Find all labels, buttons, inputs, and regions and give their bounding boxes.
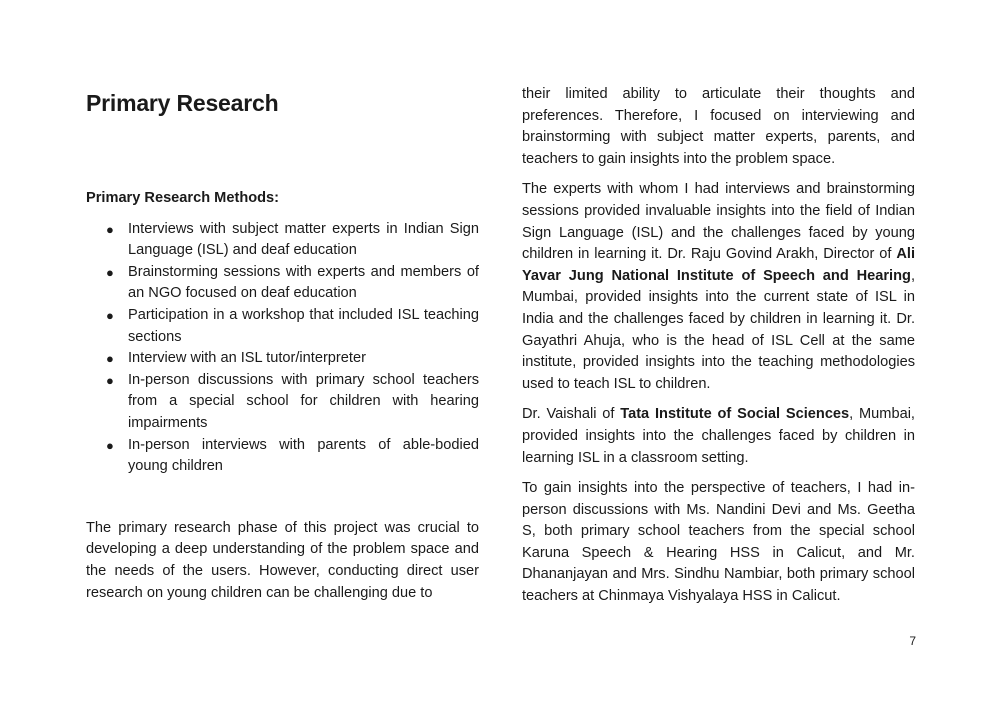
paragraph-text: Dr. Vaishali of — [522, 406, 621, 423]
right-column — [522, 84, 915, 617]
intro-paragraph: The primary research phase of this project was crucial to developing a deep understanding of the problem space and the needs of the users. However, conducting direct user research on young children can be challenging due to — [86, 519, 479, 601]
bullet-icon: ● — [106, 351, 114, 367]
bullet-icon: ● — [106, 307, 114, 323]
list-item-text: Brainstorming sessions with experts and members of an NGO focused on deaf education — [128, 263, 479, 302]
paragraph-continuation: their limited ability to articulate their thoughts and preferences. Therefore, I focused on interviewing and brainstorming with subject matter experts, parents, and teachers to gain insights into the problem space. — [522, 86, 915, 167]
list-item — [86, 219, 479, 262]
list-item — [86, 305, 479, 348]
bullet-icon: ● — [106, 221, 114, 237]
institute-name-bold: Tata Institute of Social Sciences — [620, 406, 850, 423]
list-item-text: Interviews with subject matter experts in Indian Sign Language (ISL) and deaf education — [128, 220, 479, 259]
list-item — [86, 262, 479, 305]
list-item — [86, 370, 479, 435]
page-title: Primary Research — [86, 90, 279, 116]
paragraph-teachers: To gain insights into the perspective of teachers, I had in-person discussions with Ms. Nandini Devi and Ms. Geetha S, both primary school teachers from the special school Karuna Speech & Hearing HSS in Calicut, and Mr. Dhananjayan and Mrs. Sindhu Nambiar, both primary school teachers at Chinmaya Vishyalaya HSS in Calicut. — [522, 480, 915, 605]
page-number: 7 — [909, 634, 916, 648]
list-item-text: In-person discussions with primary school teachers from a special school for children with hearing impairments — [128, 371, 479, 431]
bullet-icon: ● — [106, 372, 114, 388]
paragraph-vaishali — [522, 404, 915, 469]
list-item — [86, 348, 479, 370]
paragraph-text: , Mumbai, provided insights into the challenges faced by children in learning ISL in a classroom setting. — [522, 406, 915, 466]
list-item-text: Participation in a workshop that included ISL teaching sections — [128, 306, 479, 345]
paragraph-text: The experts with whom I had interviews and brainstorming sessions provided invaluable insights into the field of Indian Sign Language (ISL) and the challenges faced by young children in learning it. Dr. Raju Govind Arakh, Director of — [522, 181, 915, 263]
bullet-icon: ● — [106, 437, 114, 453]
methods-heading: Primary Research Methods: — [86, 190, 280, 206]
list-item-text: Interview with an ISL tutor/interpreter — [128, 350, 366, 367]
methods-list — [86, 219, 479, 478]
left-column — [86, 84, 479, 604]
list-item-text: In-person interviews with parents of able-bodied young children — [128, 436, 479, 475]
bullet-icon: ● — [106, 264, 114, 280]
paragraph-text: , Mumbai, provided insights into the current state of ISL in India and the challenges faced by children in learning it. Dr. Gayathri Ahuja, who is the head of ISL Cell at the same institute, provided insights into the teaching methodologies used to teach ISL to children. — [522, 267, 915, 392]
paragraph-experts — [522, 179, 915, 395]
institute-name-bold: Ali Yavar Jung National Institute of Speech and Hearing — [522, 246, 915, 284]
list-item — [86, 435, 479, 478]
